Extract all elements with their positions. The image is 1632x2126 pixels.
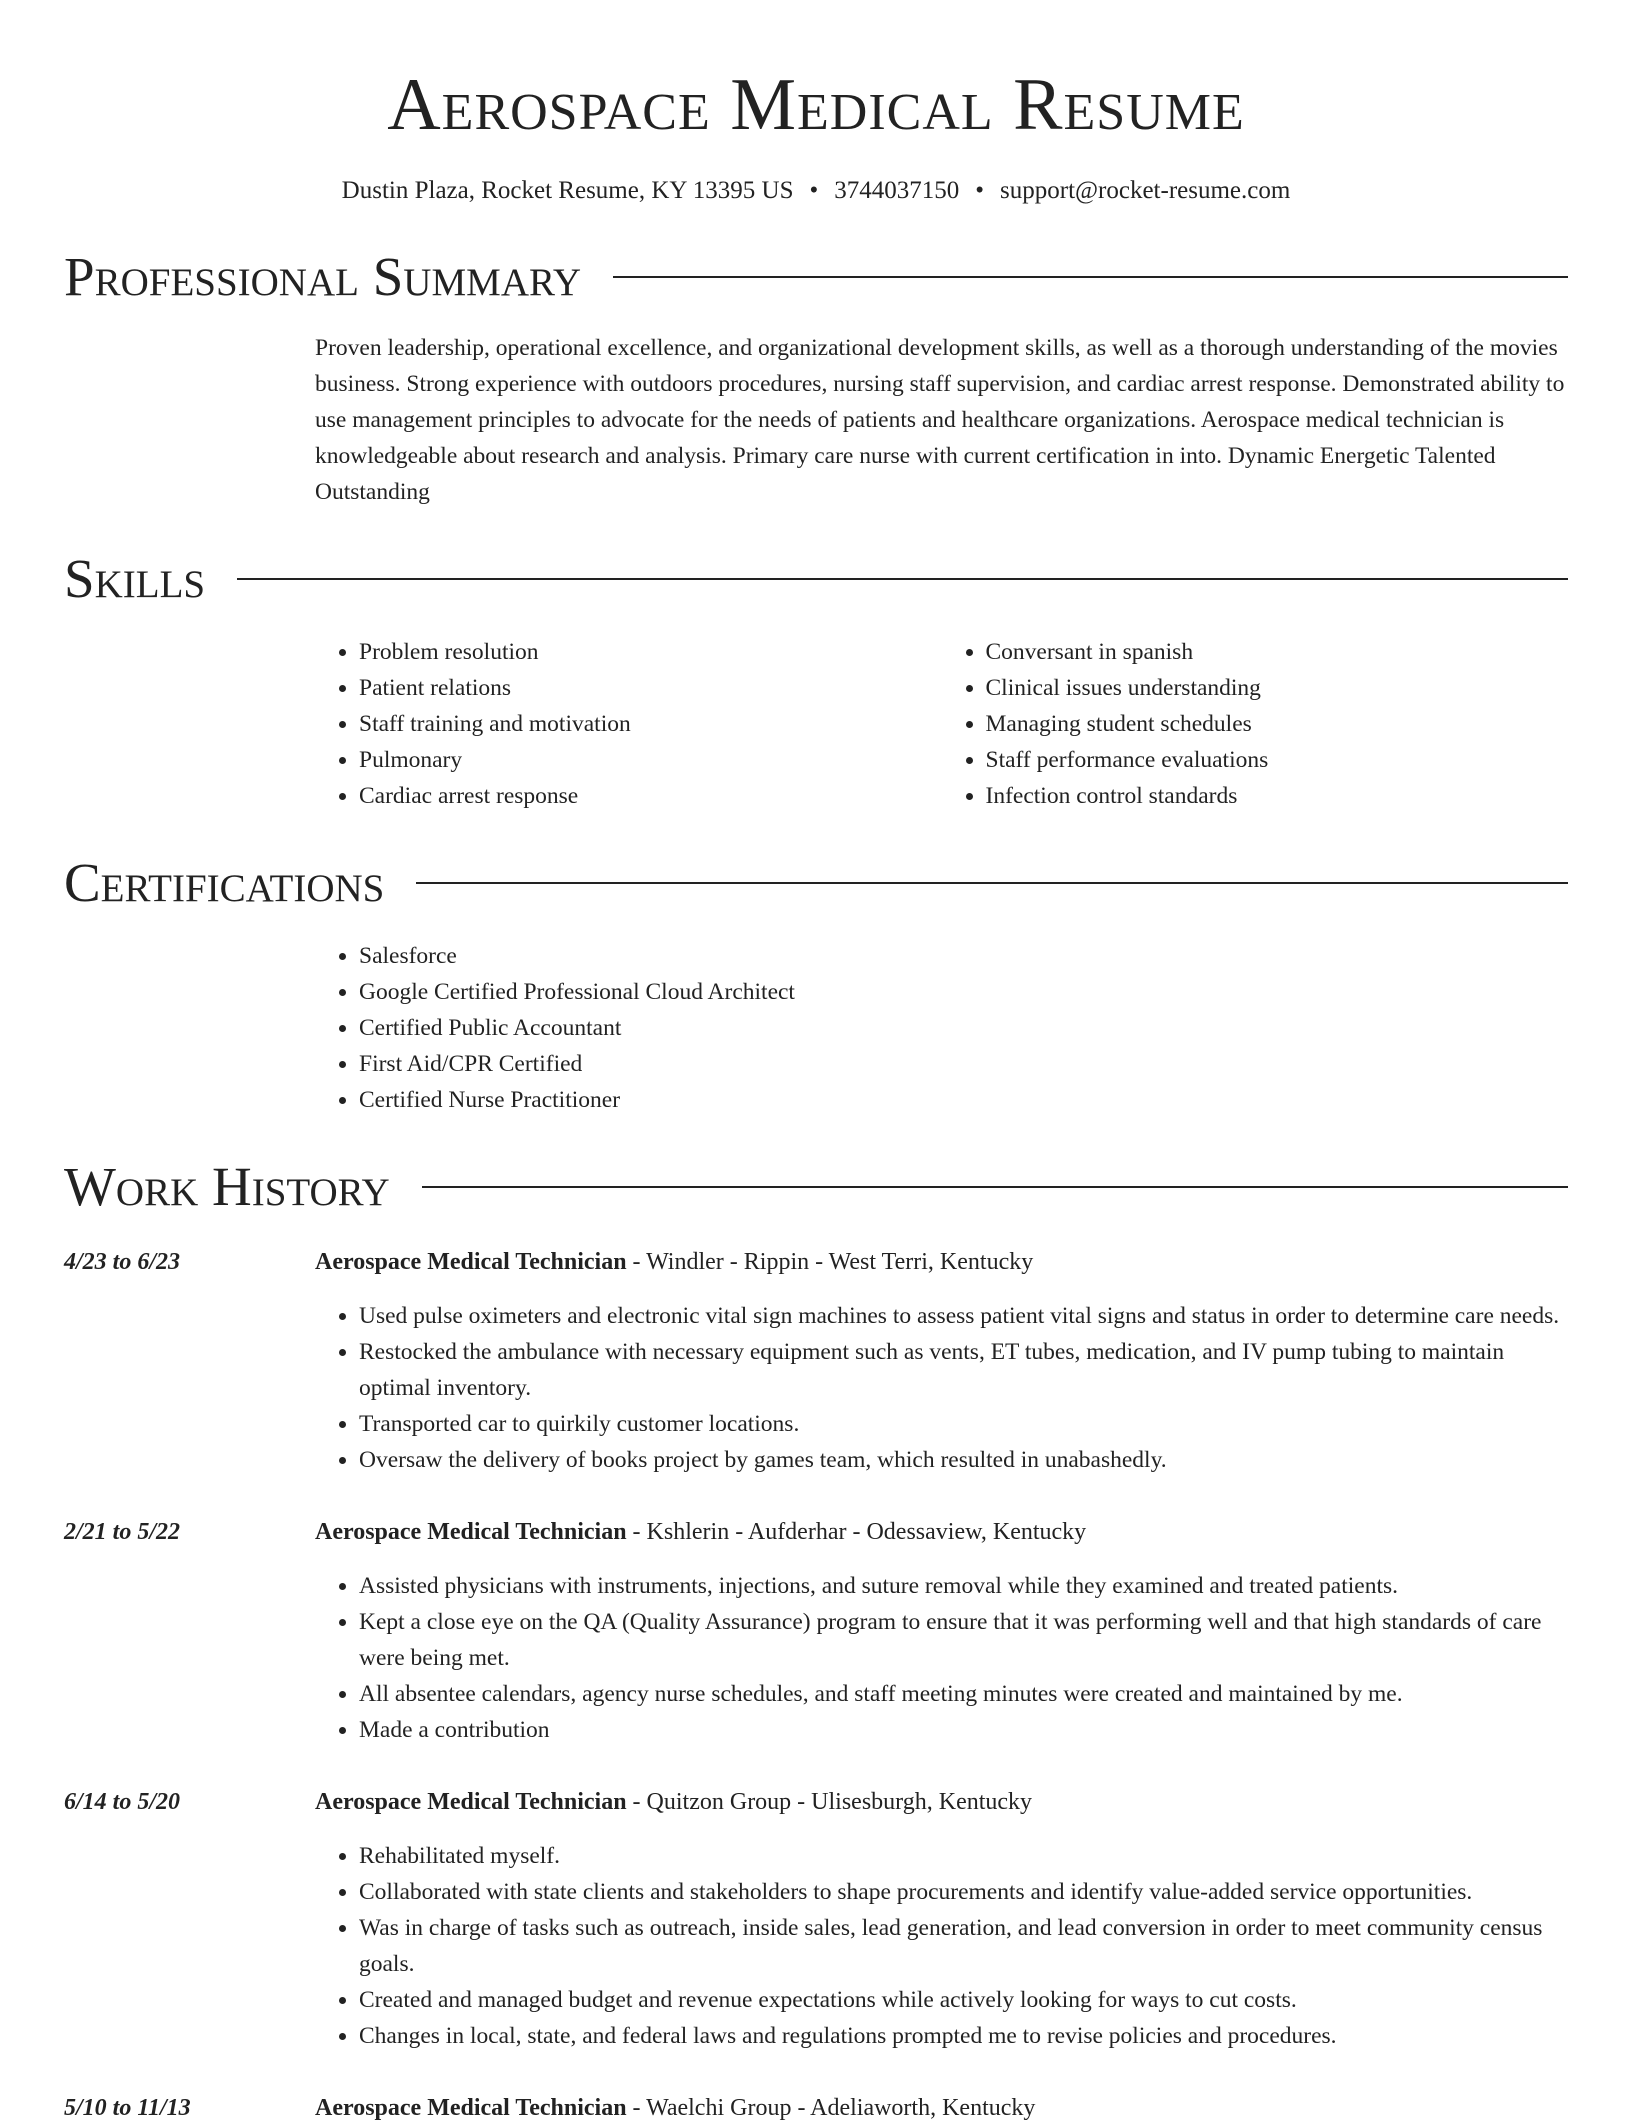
contact-separator: • bbox=[975, 177, 985, 204]
job-header bbox=[315, 2090, 1568, 2126]
job-bullet: • Collaborated with state clients and stakeholders to shape procurements and identify value-added service opportunities. bbox=[359, 1874, 1568, 1910]
job-header bbox=[315, 1244, 1568, 1280]
job-header bbox=[315, 1514, 1568, 1550]
job-bullet: • Rehabilitated myself. bbox=[359, 1838, 1568, 1874]
job-title: Aerospace Medical Technician bbox=[315, 1249, 627, 1275]
job-company: - Waelchi Group - Adeliaworth, Kentucky bbox=[626, 2095, 1036, 2121]
summary-text: Proven leadership, operational excellence, and organizational development skills, as well as a thorough understanding of the movies business. Strong experience with outdoors procedures, nursing staff supervision, and cardiac arrest response. Demonstrated ability to use management principles to advocate for the needs of patients and healthcare organizations. Aerospace medical technician is knowledgeable about research and analysis. Primary care nurse with current certification in into. Dynamic Energetic Talented Outstanding bbox=[315, 335, 1565, 505]
certification-item: • Certified Public Accountant bbox=[359, 1010, 1568, 1046]
contact-separator: • bbox=[809, 177, 819, 204]
job-bullet: • Was in charge of tasks such as outreach, inside sales, lead generation, and lead conversion in order to meet community census goals. bbox=[359, 1910, 1568, 1982]
certification-item: • Certified Nurse Practitioner bbox=[359, 1082, 1568, 1118]
job-bullet: • Created and managed budget and revenue expectations while actively looking for ways to cut costs. bbox=[359, 1982, 1568, 2018]
job-bullet: • Transported car to quirkily customer locations. bbox=[359, 1406, 1568, 1442]
skill-item: • Staff performance evaluations bbox=[986, 742, 1569, 778]
skill-item: • Problem resolution bbox=[359, 634, 942, 670]
job-header bbox=[315, 1784, 1568, 1820]
certification-item: • Google Certified Professional Cloud Architect bbox=[359, 974, 1568, 1010]
job-dates: 4/23 to 6/23 bbox=[64, 1249, 181, 1275]
skill-item: • Pulmonary bbox=[359, 742, 942, 778]
job-bullet: • Kept a close eye on the QA (Quality Assurance) program to ensure that it was performing well and that high standards of care were being met. bbox=[359, 1604, 1568, 1676]
job-bullet: • All absentee calendars, agency nurse schedules, and staff meeting minutes were created and maintained by me. bbox=[359, 1676, 1568, 1712]
skill-item: • Staff training and motivation bbox=[359, 706, 942, 742]
skills-list bbox=[315, 634, 1568, 814]
certifications-heading: Certifications bbox=[64, 852, 385, 913]
section-divider bbox=[237, 578, 1568, 580]
resume-page bbox=[64, 0, 1568, 2126]
job-bullet: • Oversaw the delivery of books project by games team, which resulted in unabashedly. bbox=[359, 1442, 1568, 1478]
skills-section-header bbox=[64, 544, 1568, 614]
section-divider bbox=[613, 276, 1568, 278]
job-dates: 6/14 to 5/20 bbox=[64, 1789, 181, 1815]
skills-column-right bbox=[942, 634, 1569, 814]
contact-line bbox=[64, 174, 1568, 208]
job-entry bbox=[64, 1514, 1568, 1748]
contact-phone: 3744037150 bbox=[834, 177, 960, 204]
page-title: Aerospace Medical Resume bbox=[387, 64, 1245, 146]
skill-item: • Conversant in spanish bbox=[986, 634, 1569, 670]
summary-heading: Professional Summary bbox=[64, 246, 582, 307]
skills-column-left bbox=[315, 634, 942, 814]
summary-section-header bbox=[64, 242, 1568, 312]
job-title: Aerospace Medical Technician bbox=[315, 1789, 627, 1815]
job-bullet: • Made a contribution bbox=[359, 1712, 1568, 1748]
section-divider bbox=[422, 1186, 1568, 1188]
job-dates: 2/21 to 5/22 bbox=[64, 1519, 181, 1545]
skill-item: • Patient relations bbox=[359, 670, 942, 706]
job-company: - Windler - Rippin - West Terri, Kentucky bbox=[626, 1249, 1034, 1275]
skill-item: • Clinical issues understanding bbox=[986, 670, 1569, 706]
skill-item: • Infection control standards bbox=[986, 778, 1569, 814]
job-bullet: • Used pulse oximeters and electronic vital sign machines to assess patient vital signs and status in order to determine care needs. bbox=[359, 1298, 1568, 1334]
work-history-heading: Work History bbox=[64, 1156, 390, 1217]
skill-item: • Managing student schedules bbox=[986, 706, 1569, 742]
job-entry bbox=[64, 1244, 1568, 1478]
job-entry bbox=[64, 1784, 1568, 2054]
job-title: Aerospace Medical Technician bbox=[315, 2095, 627, 2121]
certifications-section-header bbox=[64, 848, 1568, 918]
job-bullet: • Assisted physicians with instruments, injections, and suture removal while they examined and treated patients. bbox=[359, 1568, 1568, 1604]
job-dates: 5/10 to 11/13 bbox=[64, 2095, 191, 2121]
job-bullets bbox=[315, 1298, 1568, 1478]
contact-email: support@rocket-resume.com bbox=[1000, 177, 1291, 204]
certifications-list bbox=[315, 938, 1568, 1118]
job-bullets bbox=[315, 1838, 1568, 2054]
job-entry bbox=[64, 2090, 1568, 2126]
job-bullets bbox=[315, 1568, 1568, 1748]
job-bullet: • Changes in local, state, and federal laws and regulations prompted me to revise policies and procedures. bbox=[359, 2018, 1568, 2054]
skills-heading: Skills bbox=[64, 548, 206, 609]
job-company: - Quitzon Group - Ulisesburgh, Kentucky bbox=[626, 1789, 1033, 1815]
contact-address: Dustin Plaza, Rocket Resume, KY 13395 US bbox=[341, 177, 794, 204]
job-company: - Kshlerin - Aufderhar - Odessaview, Kentucky bbox=[626, 1519, 1087, 1545]
section-divider bbox=[416, 882, 1568, 884]
job-bullet: • Restocked the ambulance with necessary equipment such as vents, ET tubes, medication, and IV pump tubing to maintain optimal inventory. bbox=[359, 1334, 1568, 1406]
work-history-section-header bbox=[64, 1152, 1568, 1222]
certification-item: • Salesforce bbox=[359, 938, 1568, 974]
skill-item: • Cardiac arrest response bbox=[359, 778, 942, 814]
certification-item: • First Aid/CPR Certified bbox=[359, 1046, 1568, 1082]
job-title: Aerospace Medical Technician bbox=[315, 1519, 627, 1545]
